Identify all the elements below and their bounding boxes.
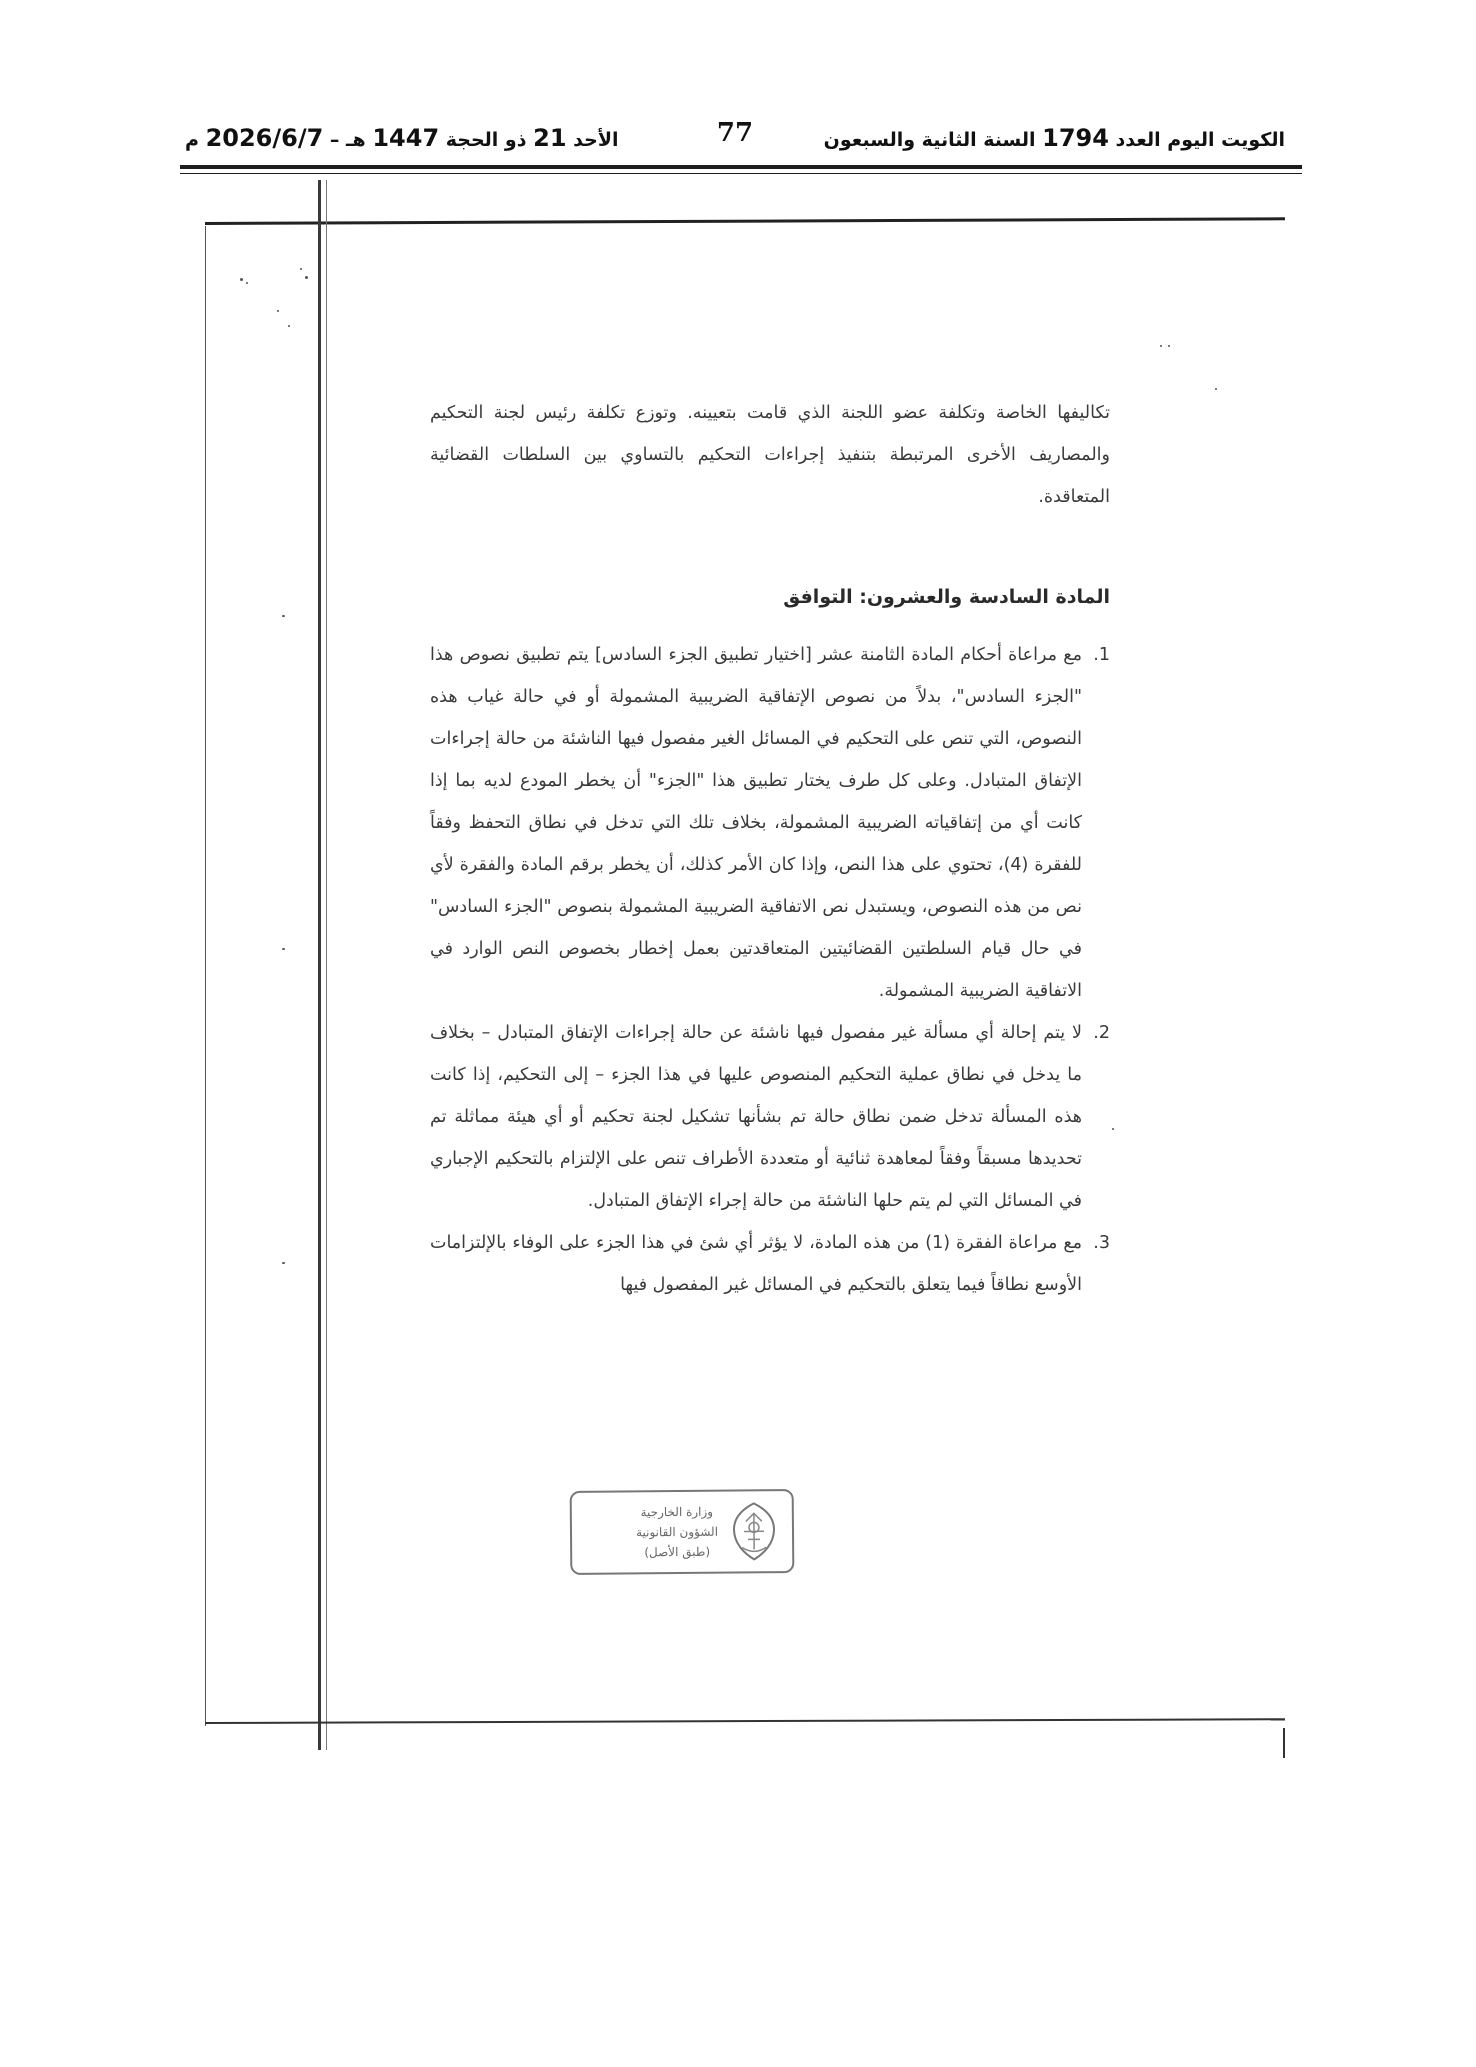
scan-speck: [282, 948, 285, 950]
header-date: [185, 124, 619, 152]
scan-bottom-border: [205, 1718, 1285, 1724]
header-rule-thick: [180, 165, 1302, 169]
gregorian-suffix: م: [185, 129, 199, 151]
item-number: 3.: [1093, 1233, 1110, 1253]
scan-speck: [1215, 388, 1217, 390]
scan-speck: [246, 282, 248, 284]
item-text: لا يتم إحالة أي مسألة غير مفصول فيها ناشئة عن حالة إجراءات الإتفاق المتبادل – بخلاف ما يدخل في نطاق عملية التحكيم المنصوص عليها في هذا الجزء – إلى التحكيم، إذا كانت هذه المسألة تدخل ضمن نطاق حالة تم بشأنها تشكيل لجنة تحكيم أو أي هيئة مماثلة تم تحديدها مسبقاً وفقاً لمعاهدة ثنائية أو متعددة الأطراف تنص على الإلتزام بالتحكيم الإجباري في المسائل التي لم يتم حلها الناشئة من حالة إجراء الإتفاق المتبادل.: [430, 1023, 1082, 1211]
scan-fold-line: [318, 180, 321, 1750]
scan-speck: [240, 278, 243, 281]
scan-left-edge: [205, 226, 206, 1726]
scan-speck: [300, 268, 302, 270]
item-text: مع مراعاة الفقرة (1) من هذه المادة، لا يؤثر أي شئ في هذا الجزء على الوفاء بالإلتزامات الأوسع نطاقاً فيما يتعلق بالتحكيم في المسائل غير المفصول فيها: [430, 1233, 1083, 1295]
page-header: [185, 118, 1285, 158]
item-number: 2.: [1093, 1023, 1110, 1043]
scan-fold-line-thin: [326, 180, 327, 1750]
hijri-day: 21: [533, 124, 567, 152]
stamp-line: وزارة الخارجية: [640, 1504, 714, 1520]
scan-speck: [282, 1262, 285, 1264]
stamp-line: الشؤون القانونية: [635, 1524, 719, 1540]
scan-speck: [288, 325, 290, 327]
hijri-suffix: هـ –: [329, 129, 366, 151]
hijri-month: ذو الحجة: [445, 129, 527, 151]
publication-name: الكويت اليوم: [1167, 129, 1285, 151]
list-item: [430, 634, 1110, 1012]
scan-right-edge: [1283, 1728, 1285, 1758]
scan-top-border: [205, 217, 1285, 225]
emblem-icon: [724, 1499, 785, 1564]
hijri-year: 1447: [372, 124, 440, 152]
header-rule-thin: [180, 173, 1302, 174]
scan-speck: [305, 276, 308, 279]
gregorian-date: 2026/6/7: [205, 124, 324, 152]
scan-speck: [277, 310, 279, 312]
list-item: [430, 1222, 1110, 1306]
document-body: [430, 392, 1110, 1306]
page-number: 77: [716, 118, 754, 148]
list-item: [430, 1012, 1110, 1222]
stamp-line: (طبق الأصل): [644, 1544, 711, 1560]
item-number: 1.: [1093, 645, 1110, 665]
header-publication-info: [824, 124, 1285, 152]
scan-speck: [282, 615, 285, 617]
issue-label: العدد: [1115, 129, 1161, 151]
article-heading: المادة السادسة والعشرون: التوافق: [783, 586, 1110, 608]
scan-speck: [1168, 345, 1170, 347]
intro-paragraph: تكاليفها الخاصة وتكلفة عضو اللجنة الذي قامت بتعيينه. وتوزع تكلفة رئيس لجنة التحكيم والمصاريف الأخرى المرتبطة بتنفيذ إجراءات التحكيم بالتساوي بين السلطات القضائية المتعاقدة.: [430, 403, 1110, 507]
scan-speck: [1160, 345, 1162, 347]
ministry-stamp: [570, 1489, 795, 1575]
item-text: مع مراعاة أحكام المادة الثامنة عشر [اختيار تطبيق الجزء السادس] يتم تطبيق نصوص هذا "الجزء السادس"، بدلاً من نصوص الإتفاقية الضريبية المشمولة أو في حالة غياب هذه النصوص، التي تنص على التحكيم في المسائل الغير مفصول فيها الناشئة من حالة إجراءات الإتفاق المتبادل. وعلى كل طرف يختار تطبيق هذا "الجزء" أن يخطر المودع لديه بما إذا كانت أي من إتفاقياته الضريبية المشمولة، بخلاف تلك التي تدخل في نطاق التحفظ وفقاً للفقرة (4)، تحتوي على هذا النص، وإذا كان الأمر كذلك، أن يخطر برقم المادة والفقرة لأي نص من هذه النصوص، ويستبدل نص الاتفاقية الضريبية المشمولة بنصوص "الجزء السادس" في حال قيام السلطتين القضائيتين المتعاقدتين بعمل إخطار بخصوص النص الوارد في الاتفاقية الضريبية المشمولة.: [430, 645, 1082, 1001]
scan-speck: [1112, 1128, 1114, 1130]
weekday: الأحد: [573, 129, 619, 151]
issue-number: 1794: [1042, 124, 1109, 152]
stamp-text: [636, 1502, 718, 1563]
year-text: السنة الثانية والسبعون: [823, 129, 1036, 151]
